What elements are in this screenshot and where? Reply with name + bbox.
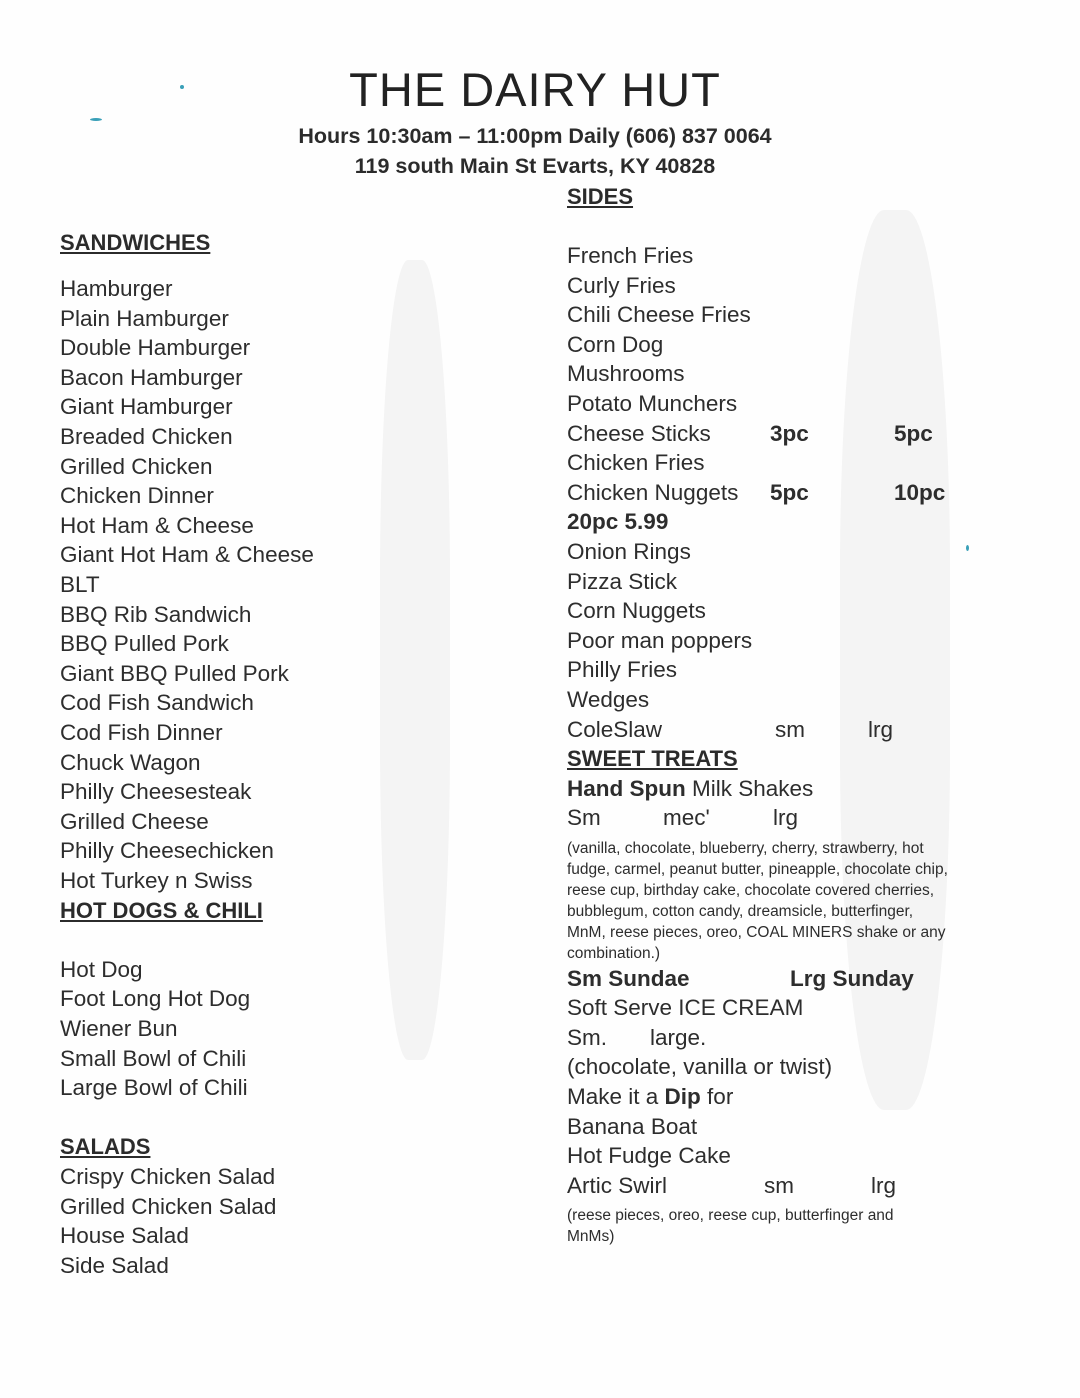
- menu-item-name: Breaded Chicken: [60, 424, 233, 449]
- menu-item-name: Corn Dog: [567, 331, 664, 357]
- menu-line: [567, 1112, 697, 1142]
- menu-line: [567, 271, 676, 301]
- menu-item-name: French Fries: [567, 243, 694, 268]
- menu-line: [60, 304, 229, 334]
- menu-line: [567, 537, 691, 567]
- size-option: 5pc: [770, 479, 809, 505]
- menu-item-name: Hot Turkey n Swiss: [60, 868, 253, 893]
- size-option: sm: [764, 1172, 794, 1198]
- menu-item-name: Chicken Dinner: [60, 483, 214, 509]
- menu-line: [567, 478, 946, 508]
- size-option: 5pc: [894, 420, 933, 446]
- menu-line: [60, 422, 233, 452]
- menu-item-name: Sm: [567, 805, 601, 831]
- menu-item-name: Sm Sundae: [567, 965, 690, 991]
- menu-item-name: Giant BBQ Pulled Pork: [60, 660, 289, 686]
- size-option: mec': [663, 805, 710, 831]
- menu-item-name: Hot Ham & Cheese: [60, 512, 254, 538]
- menu-item-name: Corn Nuggets: [567, 598, 706, 624]
- menu-line: [567, 596, 706, 626]
- menu-line: [567, 507, 668, 537]
- menu-line: [567, 1023, 707, 1053]
- menu-item-name: BBQ Rib Sandwich: [60, 601, 252, 627]
- menu-item-name: Potato Munchers: [567, 391, 738, 416]
- menu-line: [567, 1171, 897, 1201]
- menu-line: [567, 330, 663, 360]
- menu-item-name: House Salad: [60, 1223, 189, 1249]
- size-option: sm: [775, 716, 805, 742]
- menu-line: [567, 1052, 832, 1082]
- menu-line: [60, 600, 251, 630]
- menu-item-name: Plain Hamburger: [60, 305, 229, 331]
- menu-item-name: Giant Hot Ham & Cheese: [60, 542, 314, 568]
- menu-note: (reese pieces, oreo, reese cup, butterfinger and: [567, 1207, 894, 1225]
- menu-item-name: BBQ Pulled Pork: [60, 631, 229, 657]
- menu-line: [60, 896, 263, 926]
- menu-item-emphasis: Hand Spun: [567, 775, 692, 801]
- menu-line: [60, 836, 274, 866]
- menu-line: [567, 389, 737, 419]
- menu-note: MnMs): [567, 1228, 615, 1246]
- menu-note: fudge, carmel, peanut butter, pineapple, chocolate chip,: [567, 861, 948, 878]
- menu-line: [60, 718, 223, 748]
- menu-item-name: Philly Cheesesteak: [60, 779, 252, 805]
- menu-item-name: Large Bowl of Chili: [60, 1075, 248, 1101]
- menu-line: [567, 803, 799, 833]
- menu-line: [60, 807, 209, 837]
- menu-line: [60, 1251, 169, 1281]
- size-option: Lrg Sunday: [790, 965, 914, 991]
- menu-item-name: Milk Shakes: [692, 775, 814, 801]
- menu-item-name: (chocolate, vanilla or twist): [567, 1054, 833, 1080]
- menu-note: (vanilla, chocolate, blueberry, cherry, strawberry, hot: [567, 840, 924, 857]
- menu-note: combination.): [567, 945, 661, 962]
- menu-line: [60, 228, 210, 258]
- menu-line: [60, 511, 254, 541]
- menu-line: [60, 363, 243, 393]
- menu-line: [567, 685, 649, 715]
- menu-item-name: Grilled Chicken: [60, 453, 213, 479]
- menu-item-name: Crispy Chicken Salad: [60, 1164, 276, 1189]
- menu-line: [60, 333, 250, 363]
- menu-item-name: Double Hamburger: [60, 335, 251, 361]
- menu-item-name: Cod Fish Sandwich: [60, 690, 254, 716]
- menu-item-name: Small Bowl of Chili: [60, 1045, 247, 1071]
- menu-item-name: Wiener Bun: [60, 1016, 178, 1041]
- section-heading: HOT DOGS & CHILI: [60, 897, 263, 923]
- menu-item-name: ColeSlaw: [567, 716, 663, 742]
- menu-item-name: Giant Hamburger: [60, 394, 233, 420]
- menu-item-emphasis: Dip: [664, 1083, 701, 1109]
- menu-item-name: Make it a: [567, 1083, 665, 1109]
- restaurant-title: THE DAIRY HUT: [349, 63, 721, 116]
- menu-item-name: Chicken Fries: [567, 450, 705, 476]
- menu-item-name: Poor man poppers: [567, 627, 753, 653]
- menu-line: [567, 1082, 733, 1112]
- menu-line: [60, 659, 289, 689]
- menu-line: [567, 655, 677, 685]
- menu-item-name: Foot Long Hot Dog: [60, 986, 251, 1012]
- menu-line: [60, 984, 250, 1014]
- menu-line: [60, 866, 253, 896]
- size-option: 10pc: [894, 479, 946, 505]
- section-heading: SALADS: [60, 1134, 151, 1160]
- menu-line: [60, 274, 173, 304]
- menu-line: [60, 1162, 275, 1192]
- scan-speck: [966, 545, 969, 551]
- menu-line: [567, 1141, 731, 1171]
- address: 119 south Main St Evarts, KY 40828: [354, 154, 716, 178]
- section-heading: SIDES: [567, 184, 634, 209]
- menu-item-name: Artic Swirl: [567, 1172, 667, 1198]
- menu-line: [567, 182, 633, 212]
- menu-item-name: Curly Fries: [567, 272, 676, 298]
- menu-item-name: Soft Serve ICE CREAM: [567, 995, 804, 1021]
- section-heading: SANDWICHES: [60, 230, 211, 255]
- menu-note: bubblegum, cotton candy, dreamsicle, butterfinger,: [567, 903, 914, 920]
- size-option: large.: [650, 1024, 707, 1050]
- menu-item-name: Chuck Wagon: [60, 749, 201, 775]
- menu-line: [60, 1044, 246, 1074]
- menu-item-name-suffix: for: [700, 1083, 734, 1109]
- menu-item-name: Chicken Nuggets: [567, 479, 739, 505]
- menu-item-name: Grilled Chicken Salad: [60, 1193, 277, 1219]
- menu-line: [567, 241, 693, 271]
- menu-line: [567, 567, 677, 597]
- menu-item-name: Sm.: [567, 1024, 608, 1050]
- size-option: 3pc: [770, 420, 809, 446]
- menu-item-name: 20pc 5.99: [567, 509, 669, 535]
- size-option: lrg: [773, 805, 799, 831]
- menu-item-name: Cheese Sticks: [567, 420, 711, 446]
- size-option: lrg: [868, 716, 894, 742]
- menu-line: [567, 419, 933, 449]
- scan-speck: [90, 118, 102, 121]
- menu-line: [60, 748, 200, 778]
- section-heading: SWEET TREATS: [567, 746, 738, 772]
- menu-line: [567, 448, 705, 478]
- menu-line: [60, 1014, 178, 1044]
- menu-item-name: BLT: [60, 572, 100, 597]
- menu-item-name: Banana Boat: [567, 1113, 698, 1139]
- menu-line: [60, 629, 229, 659]
- menu-line: [567, 774, 813, 804]
- hours-phone: Hours 10:30am – 11:00pm Daily (606) 837 0064: [298, 124, 772, 148]
- menu-line: [60, 1073, 248, 1103]
- menu-line: [60, 481, 214, 511]
- menu-item-name: Hamburger: [60, 276, 173, 301]
- menu-line: [567, 300, 751, 330]
- menu-line: [60, 540, 314, 570]
- menu-line: [567, 715, 894, 745]
- menu-line: [60, 955, 143, 985]
- menu-line: [567, 359, 685, 389]
- menu-item-name: Grilled Cheese: [60, 808, 209, 834]
- menu-note: reese cup, birthday cake, chocolate covered cherries,: [567, 882, 935, 899]
- menu-item-name: Hot Fudge Cake: [567, 1143, 731, 1169]
- menu-line: [60, 452, 213, 482]
- menu-line: [567, 993, 803, 1023]
- menu-line: [60, 1132, 150, 1162]
- menu-line: [60, 688, 254, 718]
- menu-line: [567, 744, 738, 774]
- menu-item-name: Cod Fish Dinner: [60, 720, 223, 745]
- menu-item-name: Mushrooms: [567, 361, 685, 387]
- menu-item-name: Chili Cheese Fries: [567, 302, 751, 328]
- menu-line: [60, 570, 100, 600]
- menu-line: [567, 964, 914, 994]
- size-option: lrg: [871, 1172, 897, 1198]
- menu-line: [60, 1221, 189, 1251]
- menu-line: [60, 1192, 276, 1222]
- menu-item-name: Wedges: [567, 687, 650, 712]
- menu-line: [60, 777, 251, 807]
- menu-line: [60, 392, 233, 422]
- menu-note: MnM, reese pieces, oreo, COAL MINERS shake or any: [567, 924, 946, 941]
- menu-item-name: Pizza Stick: [567, 568, 678, 594]
- scan-smear: [380, 260, 450, 1060]
- menu-item-name: Philly Cheesechicken: [60, 838, 274, 864]
- menu-item-name: Side Salad: [60, 1252, 169, 1278]
- menu-item-name: Philly Fries: [567, 657, 678, 683]
- menu-item-name: Bacon Hamburger: [60, 364, 243, 390]
- menu-item-name: Onion Rings: [567, 539, 691, 564]
- menu-item-name: Hot Dog: [60, 956, 143, 982]
- menu-line: [567, 626, 752, 656]
